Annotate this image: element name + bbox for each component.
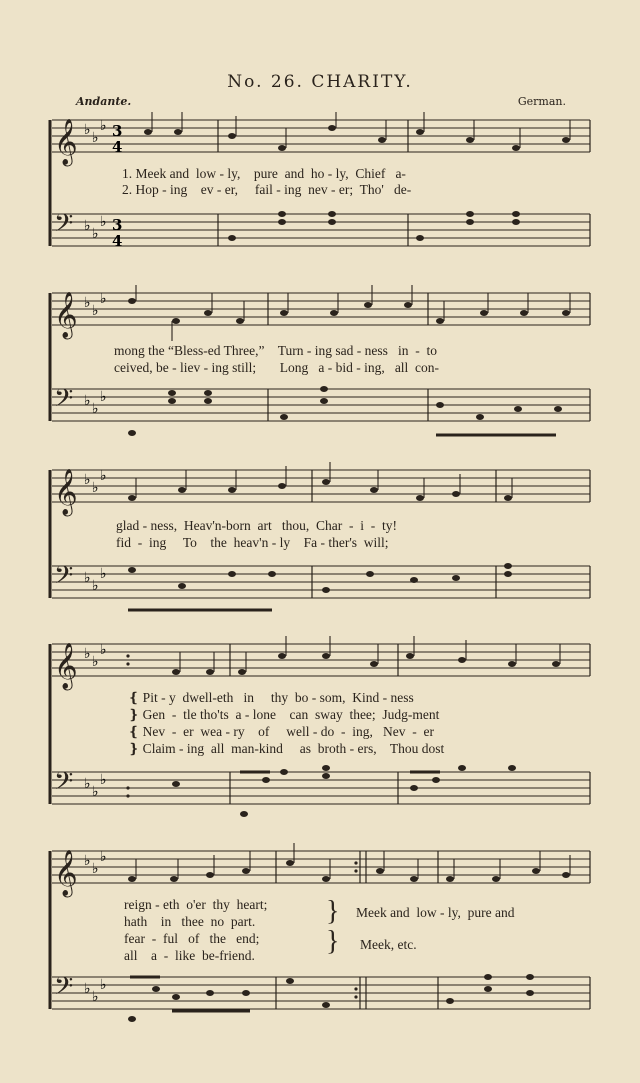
- composer-credit: German.: [517, 95, 566, 108]
- lyric-line-1: mong the “Bless-ed Three,” Turn - ing sad - ness in - to: [114, 343, 437, 358]
- svg-text:♭: ♭: [92, 130, 99, 146]
- lyric-line-3: ❴ Nev - er wea - ry of well - do - ing, Nev - er: [128, 724, 434, 739]
- lyric-line-1: 1. Meek and low - ly, pure and ho - ly, Chief a-: [122, 166, 406, 181]
- treble-staff: [52, 120, 590, 152]
- svg-text:♭: ♭: [92, 654, 99, 670]
- svg-text:♭: ♭: [84, 295, 91, 311]
- music-system-4: [0, 636, 640, 821]
- treble-clef-icon: 𝄞: [54, 119, 78, 165]
- svg-text:♭: ♭: [84, 393, 91, 409]
- refrain-line-2: Meek, etc.: [360, 937, 417, 952]
- lyric-line-2: ❵ Gen - tle tho'ts a - lone can sway thee; Judg-ment: [128, 707, 440, 722]
- svg-text:♭: ♭: [100, 566, 107, 582]
- svg-text:♭: ♭: [92, 401, 99, 417]
- svg-text:♭: ♭: [92, 861, 99, 877]
- lyric-line-3: fear - ful of the end;: [124, 931, 260, 946]
- svg-text:♭: ♭: [100, 468, 107, 484]
- svg-text:♭: ♭: [100, 977, 107, 993]
- svg-text:3: 3: [112, 216, 123, 234]
- tempo-marking: Andante.: [76, 95, 132, 108]
- bass-clef-icon: 𝄢: [54, 972, 74, 1007]
- svg-text:♭: ♭: [100, 642, 107, 658]
- lyric-line-2: ceived, be - liev - ing still; Long a - bid - ing, all con-: [114, 360, 440, 375]
- lyric-line-2: hath in thee no part.: [124, 914, 256, 929]
- svg-text:♭: ♭: [100, 291, 107, 307]
- svg-text:♭: ♭: [100, 389, 107, 405]
- bass-clef-icon: 𝄢: [54, 561, 74, 596]
- lyric-line-2: 2. Hop - ing ev - er, fail - ing nev - er; Tho' de-: [122, 182, 412, 197]
- svg-text:4: 4: [112, 138, 123, 156]
- svg-text:♭: ♭: [84, 218, 91, 234]
- svg-text:♭: ♭: [84, 981, 91, 997]
- svg-text:♭: ♭: [84, 646, 91, 662]
- svg-text:♭: ♭: [100, 772, 107, 788]
- svg-text:♭: ♭: [100, 849, 107, 865]
- lyric-line-4: all a - like be-friend.: [124, 948, 255, 963]
- hymn-title: No. 26. CHARITY.: [227, 72, 413, 92]
- svg-text:♭: ♭: [92, 226, 99, 242]
- music-system-2: [0, 285, 640, 440]
- svg-text:3: 3: [112, 122, 123, 140]
- lyric-line-4: ❵ Claim - ing all man-kind as broth - ers, Thou dost: [128, 741, 445, 756]
- svg-text:♭: ♭: [92, 303, 99, 319]
- music-system-5: [0, 843, 640, 1033]
- music-system-3: [0, 462, 640, 612]
- music-system-1: [0, 112, 640, 262]
- lyric-line-2: fid - ing To the heav'n - ly Fa - ther's will;: [116, 535, 389, 550]
- svg-text:♭: ♭: [84, 122, 91, 138]
- bass-clef-icon: 𝄢: [54, 767, 74, 802]
- svg-text:♭: ♭: [84, 472, 91, 488]
- bass-clef-icon: 𝄢: [54, 384, 74, 419]
- svg-text:4: 4: [112, 232, 123, 250]
- brace-bracket: } }: [326, 896, 340, 957]
- svg-text:♭: ♭: [92, 480, 99, 496]
- treble-clef-icon: 𝄞: [54, 850, 78, 896]
- svg-text:♭: ♭: [92, 784, 99, 800]
- treble-clef-icon: 𝄞: [54, 292, 78, 338]
- bass-staff: [52, 214, 590, 246]
- svg-text:♭: ♭: [92, 989, 99, 1005]
- svg-text:♭: ♭: [100, 214, 107, 230]
- treble-clef-icon: 𝄞: [54, 469, 78, 515]
- svg-text:♭: ♭: [100, 118, 107, 134]
- lyric-line-1: glad - ness, Heav'n-born art thou, Char - i - ty!: [116, 518, 397, 533]
- treble-clef-icon: 𝄞: [54, 643, 78, 689]
- svg-text:♭: ♭: [92, 578, 99, 594]
- svg-text:♭: ♭: [84, 570, 91, 586]
- bass-clef-icon: 𝄢: [54, 209, 74, 244]
- svg-text:♭: ♭: [84, 853, 91, 869]
- lyric-line-1: ❴ Pit - y dwell-eth in thy bo - som, Kind - ness: [128, 690, 414, 705]
- staff-system-5-graphic: [0, 843, 640, 1033]
- refrain-line-1: Meek and low - ly, pure and: [356, 905, 515, 920]
- lyric-line-1: reign - eth o'er thy heart;: [124, 897, 268, 912]
- svg-text:♭: ♭: [84, 776, 91, 792]
